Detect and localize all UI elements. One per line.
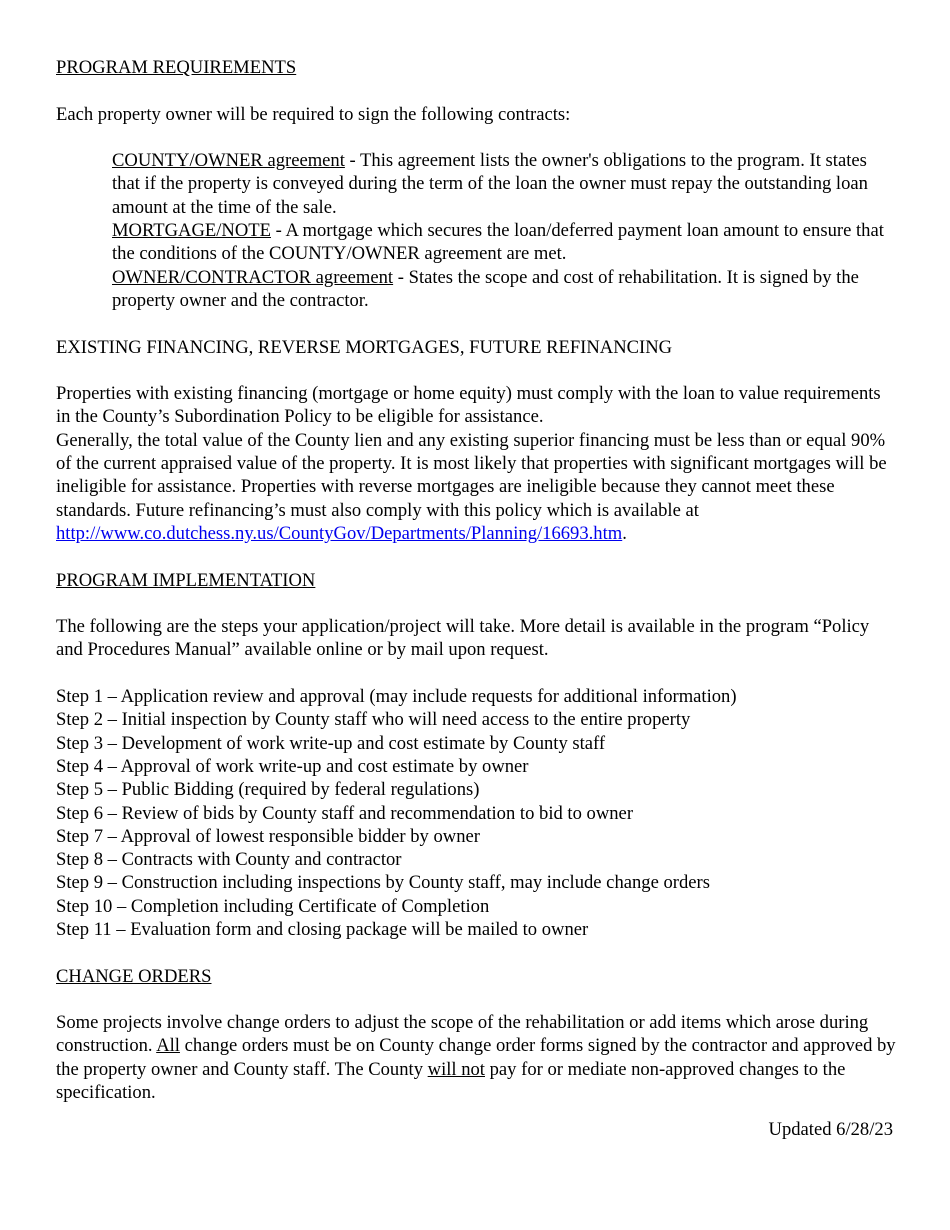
steps-list xyxy=(56,685,896,941)
list-item: Step 5 – Public Bidding (required by federal regulations) xyxy=(56,779,480,801)
subordination-policy-link[interactable]: http://www.co.dutchess.ny.us/CountyGov/Departments/Planning/16693.htm xyxy=(56,522,623,544)
program-implementation-heading: PROGRAM IMPLEMENTATION xyxy=(56,569,316,591)
change-orders-text: pay for or mediate non-approved changes to the specification. xyxy=(56,1058,846,1104)
list-item: Step 10 – Completion including Certificate of Completion xyxy=(56,895,490,917)
contract-description: - States the scope and cost of rehabilitation. It is signed by the property owner and the contractor. xyxy=(112,266,859,311)
list-item: Step 9 – Construction including inspections by County staff, may include change orders xyxy=(56,872,710,894)
change-orders-emphasis-will-not: will not xyxy=(427,1058,485,1080)
program-implementation-intro: The following are the steps your application/project will take. More detail is available in the program “Policy and Procedures Manual” available online or by mail upon request. xyxy=(56,616,870,661)
existing-financing-para1: Properties with existing financing (mortgage or home equity) must comply with the loan to value requirements in the County’s Subordination Policy to be eligible for assistance. xyxy=(56,383,881,428)
link-suffix: . xyxy=(622,522,627,544)
updated-date: Updated 6/28/23 xyxy=(768,1119,893,1140)
contract-owner-contractor xyxy=(112,266,886,313)
contracts-list xyxy=(112,149,886,312)
list-item: Step 3 – Development of work write-up and cost estimate by County staff xyxy=(56,732,606,754)
list-item: Step 8 – Contracts with County and contractor xyxy=(56,849,402,871)
contract-description: - A mortgage which secures the loan/deferred payment loan amount to ensure that the conditions of the COUNTY/OWNER agreement are met. xyxy=(112,220,884,265)
contract-description: - This agreement lists the owner's obligations to the program. It states that if the property is conveyed during the term of the loan the owner must repay the outstanding loan amount at the time of the sale. xyxy=(112,150,868,218)
change-orders-paragraph xyxy=(56,1011,896,1104)
existing-financing-heading: EXISTING FINANCING, REVERSE MORTGAGES, FUTURE REFINANCING xyxy=(56,336,673,358)
list-item: Step 6 – Review of bids by County staff and recommendation to bid to owner xyxy=(56,802,634,824)
program-requirements-intro: Each property owner will be required to sign the following contracts: xyxy=(56,103,571,125)
existing-financing-para2 xyxy=(56,429,896,545)
change-orders-text: Some projects involve change orders to adjust the scope of the rehabilitation or add items which arose during construction. xyxy=(56,1012,869,1057)
contract-county-owner xyxy=(112,149,886,219)
change-orders-text: change orders must be on County change order forms signed by the contractor and approved by the property owner and County staff. The County xyxy=(56,1035,896,1080)
contract-term: OWNER/CONTRACTOR agreement xyxy=(112,266,394,288)
list-item: Step 2 – Initial inspection by County staff who will need access to the entire property xyxy=(56,709,691,731)
list-item: Step 7 – Approval of lowest responsible bidder by owner xyxy=(56,825,480,847)
contract-term: COUNTY/OWNER agreement xyxy=(112,150,345,172)
list-item: Step 4 – Approval of work write-up and cost estimate by owner xyxy=(56,755,529,777)
change-orders-emphasis-all: All xyxy=(156,1035,180,1057)
change-orders-heading: CHANGE ORDERS xyxy=(56,965,212,987)
existing-financing-para2-text: Generally, the total value of the County lien and any existing superior financing must be less than or equal 90% of the current appraised value of the property. It is most likely that properties with significant mortgages will be ineligible for assistance. Properties with reverse mortgages are ineligible because they cannot meet these standards. Future refinancing’s must also comply with this policy which is available at xyxy=(56,429,887,521)
list-item: Step 1 – Application review and approval (may include requests for additional information) xyxy=(56,686,737,708)
list-item: Step 11 – Evaluation form and closing package will be mailed to owner xyxy=(56,918,589,940)
document-page xyxy=(56,56,896,1104)
program-requirements-heading: PROGRAM REQUIREMENTS xyxy=(56,57,297,78)
contract-mortgage-note xyxy=(112,219,886,266)
contract-term: MORTGAGE/NOTE xyxy=(112,220,271,242)
